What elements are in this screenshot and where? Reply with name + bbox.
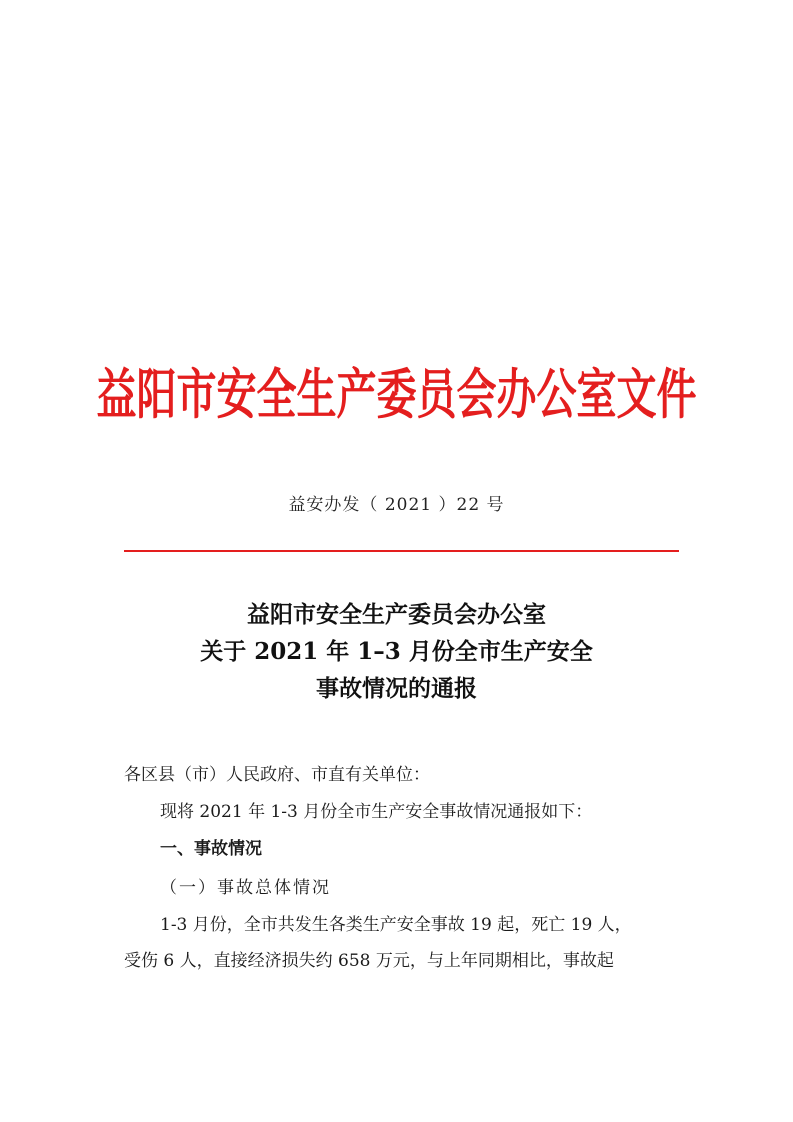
subsection-heading-overall-situation: （一）事故总体情况 <box>160 878 331 898</box>
notice-title-line-3: 事故情况的通报 <box>316 675 477 702</box>
document-number: 益安办发（ 2021 ）22 号 <box>288 495 505 515</box>
section-heading-accident-situation: 一、事故情况 <box>160 839 262 859</box>
paragraph-line-1: 1-3 月份，全市共发生各类生产安全事故 19 起，死亡 19 人， <box>160 915 632 935</box>
document-header-title: 益阳市安全生产委员会办公室文件 <box>96 364 697 427</box>
notice-title-line-2: 关于 2021 年 1–3 月份全市生产安全 <box>200 638 593 665</box>
notice-title <box>0 596 793 707</box>
notice-title-line-1: 益阳市安全生产委员会办公室 <box>247 601 546 628</box>
addressee-line: 各区县（市）人民政府、市直有关单位： <box>124 765 430 785</box>
intro-paragraph: 现将 2021 年 1-3 月份全市生产安全事故情况通报如下： <box>160 802 593 822</box>
paragraph-line-2: 受伤 6 人，直接经济损失约 658 万元，与上年同期相比，事故起 <box>124 951 614 971</box>
header-divider-rule <box>124 550 679 552</box>
